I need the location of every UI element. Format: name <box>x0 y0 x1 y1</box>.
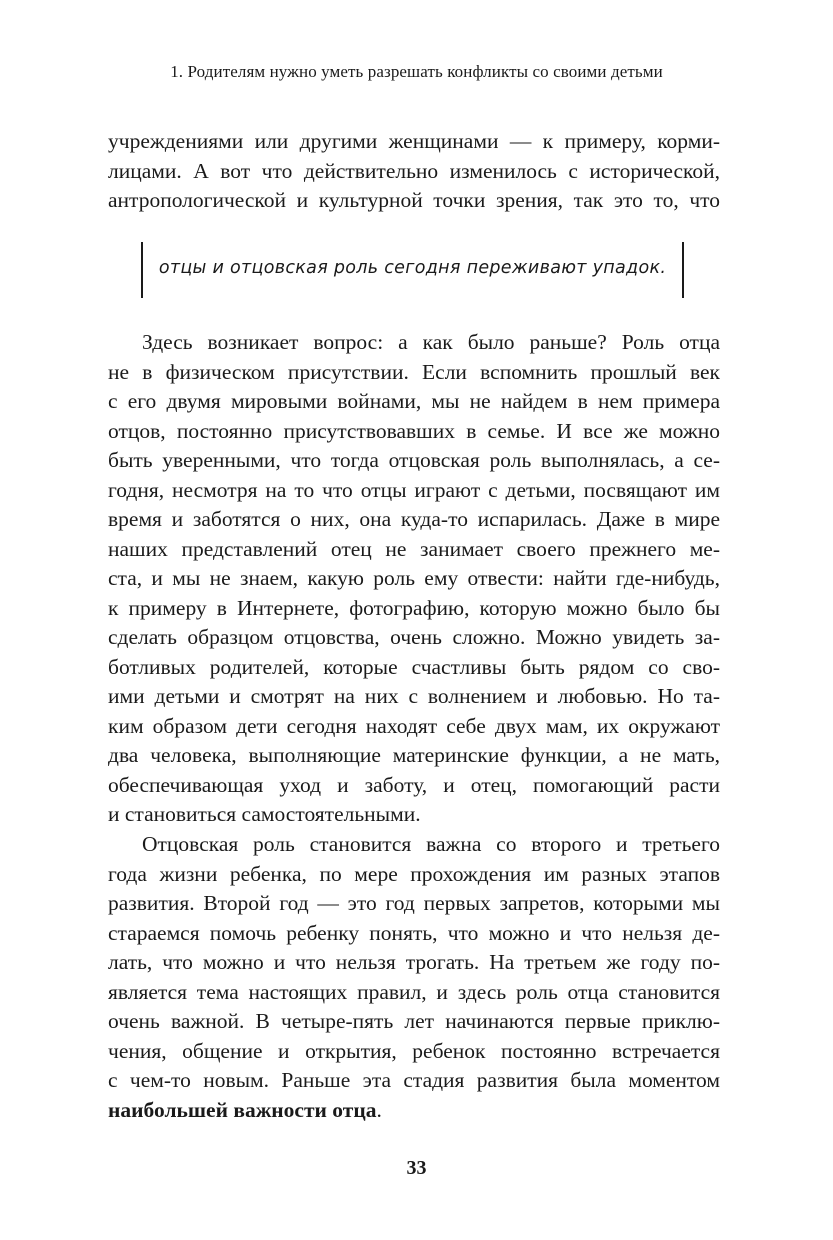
text-line: к примеру в Интернете, фотографию, которую можно было бы <box>108 595 720 620</box>
final-punctuation: . <box>376 1097 382 1122</box>
continued-paragraph <box>108 127 720 216</box>
text-line: не в физическом присутствии. Если вспомнить прошлый век <box>108 359 720 384</box>
text-line: время и заботятся о них, она куда-то испарилась. Даже в мире <box>108 507 720 531</box>
text-line: и становиться самостоятельными. <box>108 802 421 826</box>
bold-emphasis: наибольшей важности отца <box>108 1097 377 1122</box>
text-line: развития. Второй год — это год первых запретов, которыми мы <box>108 891 720 915</box>
text-line: быть уверенными, что тогда отцовская роль выполнялась, а се- <box>108 448 720 472</box>
text-line: стараемся помочь ребенку понять, что можно и что нельзя де- <box>108 920 720 945</box>
text-line: учреждениями или другими женщинами — к примеру, корми- <box>108 129 720 153</box>
text-line: года жизни ребенка, по мере прохождения им разных этапов <box>108 861 720 886</box>
pull-quote-text: отцы и отцовская роль сегодня переживают упадок. <box>158 258 667 278</box>
text-line: годня, несмотря на то что отцы играют с детьми, посвящают им <box>108 477 720 502</box>
text-line: чения, общение и открытия, ребенок постоянно встречается <box>108 1038 720 1063</box>
text-line: с чем-то новым. Раньше эта стадия развития была моментом <box>108 1068 720 1092</box>
text-line: антропологической и культурной точки зрения, так это то, что <box>108 188 720 212</box>
text-line: лать, что можно и что нельзя трогать. На третьем же году по- <box>108 950 720 974</box>
pull-quote <box>141 242 684 298</box>
text-line: наших представлений отец не занимает своего прежнего ме- <box>108 536 720 561</box>
text-line: ботливых родителей, которые счастливы быть рядом со сво- <box>108 654 720 679</box>
text-line: обеспечивающая уход и заботу, и отец, помогающий расти <box>108 772 720 797</box>
text-line-final <box>108 1096 720 1126</box>
page-number: 33 <box>406 1157 427 1179</box>
text-line: лицами. А вот что действительно изменилось с исторической, <box>108 158 720 183</box>
running-head: 1. Родителям нужно уметь разрешать конфликты со своими детьми <box>170 62 663 81</box>
text-line: ими детьми и смотрят на них с волнением и любовью. Но та- <box>108 684 720 708</box>
text-line: отцов, постоянно присутствовавших в семье. И все же можно <box>108 418 720 443</box>
paragraph-1 <box>108 328 720 830</box>
text-line: Отцовская роль становится важна со второго и третьего <box>142 832 720 856</box>
text-line: Здесь возникает вопрос: а как было раньше? Роль отца <box>142 330 720 354</box>
paragraph-2 <box>108 830 720 1125</box>
text-line: является тема настоящих правил, и здесь роль отца становится <box>108 979 720 1004</box>
text-line: очень важной. В четыре-пять лет начинаются первые приклю- <box>108 1009 720 1033</box>
text-line: с его двумя мировыми войнами, мы не найдем в нем примера <box>108 389 720 413</box>
text-line: два человека, выполняющие материнские функции, а не мать, <box>108 743 720 767</box>
text-line: ста, и мы не знаем, какую роль ему отвести: найти где-нибудь, <box>108 566 720 590</box>
text-line: сделать образцом отцовства, очень сложно. Можно увидеть за- <box>108 625 720 649</box>
text-line: ким образом дети сегодня находят себе двух мам, их окружают <box>108 713 720 738</box>
